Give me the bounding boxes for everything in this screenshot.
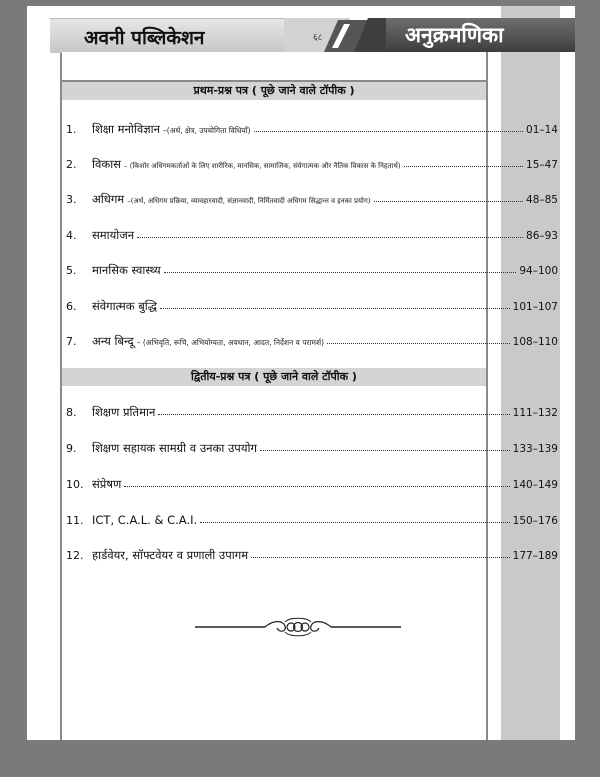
- toc-number: 4.: [66, 229, 77, 242]
- page-number: ६८: [313, 33, 323, 43]
- dot-leader: [251, 548, 510, 558]
- toc-row[interactable]: [66, 299, 558, 315]
- toc-description: –(अर्थ, अधिगम प्रक्रिया, व्यावहारवादी, संज्ञानवादी, निर्मितवादी अधिगम सिद्धान्त व इनका प्रयोग): [127, 197, 371, 205]
- toc-pages: 111–132: [512, 407, 558, 419]
- dot-leader: [200, 513, 509, 523]
- toc-row[interactable]: [66, 334, 558, 350]
- dot-leader: [254, 122, 523, 132]
- toc-number: 11.: [66, 514, 84, 527]
- toc-number: 8.: [66, 406, 77, 419]
- toc-title: संवेगात्मक बुद्धि: [92, 299, 157, 313]
- index-heading: अनुक्रमणिका: [405, 23, 504, 47]
- toc-title: संप्रेषण: [92, 477, 122, 491]
- toc-pages: 94–100: [519, 265, 558, 277]
- toc-row[interactable]: [66, 513, 558, 529]
- toc-pages: 177–189: [512, 550, 558, 562]
- dot-leader: [260, 441, 510, 451]
- dot-leader: [158, 405, 509, 415]
- toc-number: 1.: [66, 123, 77, 136]
- toc-description: –(अर्थ, क्षेत्र, उपयोगिता विधियाँ): [163, 126, 251, 135]
- toc-row[interactable]: [66, 192, 558, 208]
- toc-row[interactable]: [66, 477, 558, 493]
- header-chevron-decoration: [284, 18, 394, 52]
- publisher-name: अवनी पब्लिकेशन: [84, 27, 205, 49]
- toc-number: 12.: [66, 549, 84, 562]
- toc-title: अन्य बिन्दू: [92, 334, 134, 348]
- toc-title: अधिगम: [92, 192, 125, 206]
- toc-title: शिक्षण सहायक सामग्री व उनका उपयोग: [92, 441, 257, 455]
- right-border-rule: [486, 52, 488, 740]
- toc-number: 3.: [66, 193, 77, 206]
- toc-title: शिक्षण प्रतिमान: [92, 405, 156, 419]
- dot-leader: [160, 299, 510, 309]
- toc-title: विकास: [92, 157, 121, 171]
- toc-pages: 15–47: [526, 159, 558, 171]
- toc-number: 10.: [66, 478, 84, 491]
- page-side-strip: [501, 6, 560, 740]
- toc-row[interactable]: [66, 157, 558, 173]
- toc-pages: 48–85: [526, 194, 558, 206]
- dot-leader: [137, 228, 523, 238]
- dot-leader: [124, 477, 509, 487]
- toc-pages: 140–149: [512, 479, 558, 491]
- dot-leader: [164, 263, 517, 273]
- toc-pages: 101–107: [512, 301, 558, 313]
- toc-number: 7.: [66, 335, 77, 348]
- toc-pages: 133–139: [512, 443, 558, 455]
- toc-pages: 150–176: [512, 515, 558, 527]
- section-heading-2: द्वितीय-प्रश्न पत्र ( पूछे जाने वाले टॉपीक ): [62, 368, 486, 386]
- dot-leader: [404, 157, 523, 167]
- toc-title: समायोजन: [92, 228, 135, 242]
- toc-pages: 86–93: [526, 230, 558, 242]
- toc-pages: 108–110: [512, 336, 558, 348]
- toc-number: 5.: [66, 264, 77, 277]
- toc-row[interactable]: [66, 122, 558, 138]
- page-header: [50, 18, 575, 52]
- toc-row[interactable]: [66, 548, 558, 564]
- header-spacer-box: [62, 52, 486, 82]
- toc-number: 9.: [66, 442, 77, 455]
- toc-title: शिक्षा मनोविज्ञान: [92, 122, 161, 136]
- toc-row[interactable]: [66, 405, 558, 421]
- toc-title: ICT, C.A.L. & C.A.I.: [92, 513, 198, 527]
- toc-row[interactable]: [66, 441, 558, 457]
- section-heading-1: प्रथम-प्रश्न पत्र ( पूछे जाने वाले टॉपीक ): [62, 82, 486, 100]
- toc-row[interactable]: [66, 228, 558, 244]
- toc-description: – (किशोर अधिगमकर्ताओं के लिए शारीरिक, मानसिक, सामाजिक, संवेगात्मक और नैतिक विकास के निहतार्थ): [123, 162, 401, 170]
- toc-title: हार्डवेयर, सॉफ्टवेयर व प्रणाली उपागम: [92, 548, 249, 562]
- toc-title: मानसिक स्वास्थ्य: [92, 263, 161, 277]
- dot-leader: [374, 192, 523, 202]
- dot-leader: [327, 334, 510, 344]
- toc-pages: 01–14: [526, 124, 558, 136]
- toc-row[interactable]: [66, 263, 558, 279]
- ornamental-divider: [193, 616, 403, 638]
- toc-description: – (अभिवृति, रूचि, अभियोग्यता, अवधान, आदत, निर्देशन व परामर्श): [136, 338, 325, 347]
- toc-number: 6.: [66, 300, 77, 313]
- toc-number: 2.: [66, 158, 77, 171]
